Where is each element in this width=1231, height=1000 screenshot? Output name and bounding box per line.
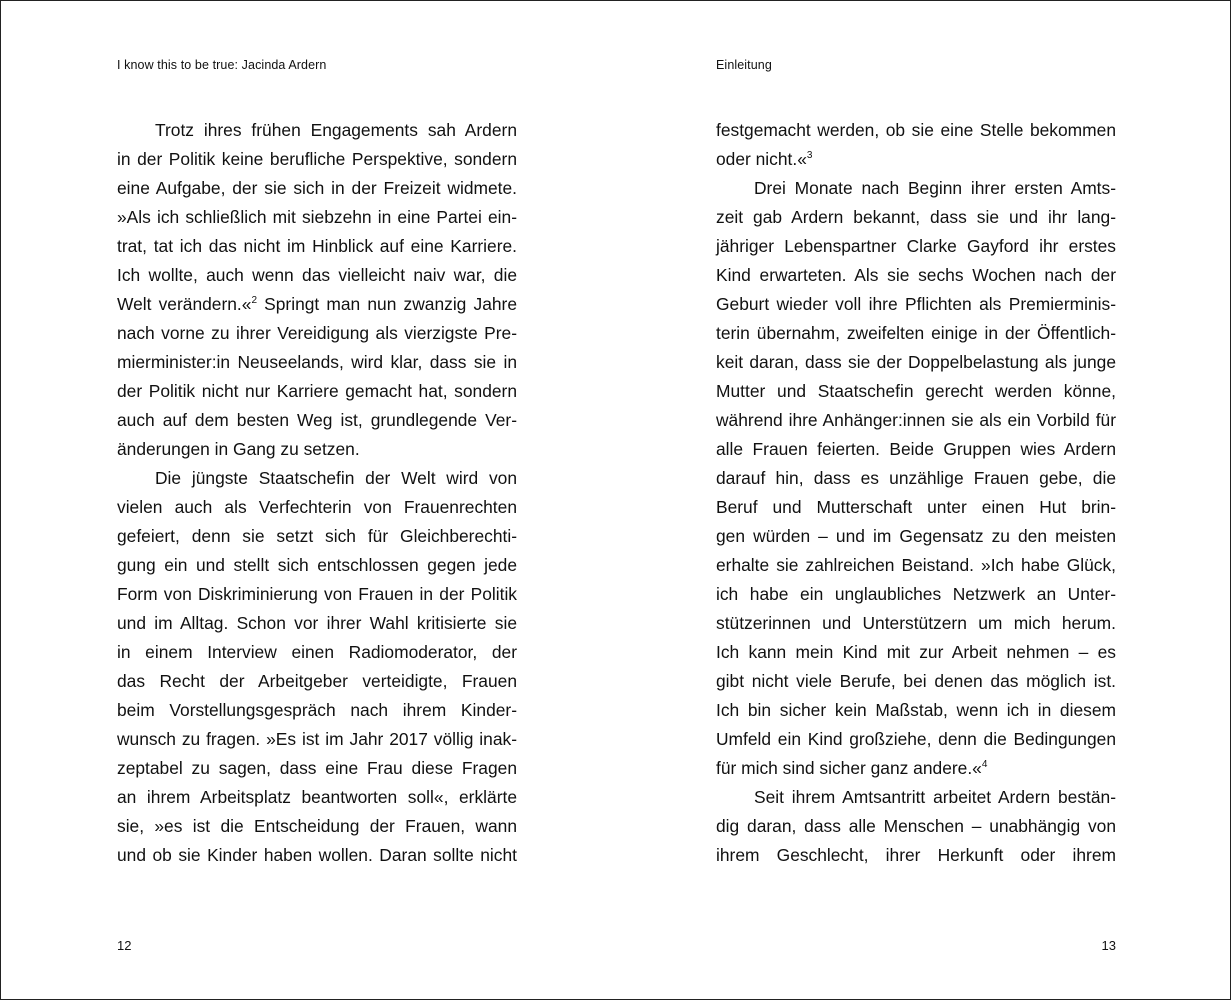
line-text: gen würden – und im Gegensatz zu den meisten <box>716 526 1116 546</box>
line-text: vielen auch als Verfechterin von Frauenrechten <box>117 497 517 517</box>
text-line <box>716 725 1116 754</box>
line-text: beim Vorstellungsgespräch nach ihrem Kinder- <box>117 700 517 720</box>
text-line <box>716 261 1116 290</box>
line-text: terin übernahm, zweifelten einige in der Öffentlich- <box>716 323 1116 343</box>
right-page-body <box>716 116 1116 870</box>
line-text: Beruf und Mutterschaft unter einen Hut brin- <box>716 497 1116 517</box>
text-line <box>117 406 517 435</box>
text-line <box>117 145 517 174</box>
line-text: Ich wollte, auch wenn das vielleicht naiv war, die <box>117 265 517 285</box>
footnote-marker: 4 <box>981 759 988 770</box>
line-text: das Recht der Arbeitgeber verteidigte, Frauen <box>117 671 517 691</box>
line-text: zeit gab Ardern bekannt, dass sie und ihr lang- <box>716 207 1116 227</box>
footnote-marker: 3 <box>806 150 813 161</box>
line-text: gibt nicht viele Berufe, bei denen das möglich ist. <box>716 671 1116 691</box>
line-text: während ihre Anhänger:innen sie als ein Vorbild für <box>716 410 1116 430</box>
text-line <box>716 464 1116 493</box>
line-text: keit daran, dass sie der Doppelbelastung als junge <box>716 352 1116 372</box>
line-text: »Als ich schließlich mit siebzehn in eine Partei ein- <box>117 207 517 227</box>
text-line <box>716 116 1116 145</box>
line-text: zeptabel zu sagen, dass eine Frau diese Fragen <box>117 758 517 778</box>
text-line <box>716 522 1116 551</box>
line-text: erhalte sie zahlreichen Beistand. »Ich habe Glück, <box>716 555 1116 575</box>
text-line <box>117 551 517 580</box>
line-text: auch auf dem besten Weg ist, grundlegende Ver- <box>117 410 517 430</box>
line-text: stützerinnen und Unterstützern um mich herum. <box>716 613 1116 633</box>
text-line <box>117 464 517 493</box>
text-line <box>716 551 1116 580</box>
line-text: Trotz ihres frühen Engagements sah Ardern <box>155 120 517 140</box>
text-line <box>716 609 1116 638</box>
text-line <box>117 377 517 406</box>
line-text: in einem Interview einen Radiomoderator, der <box>117 642 517 662</box>
text-line <box>117 783 517 812</box>
line-text: sie, »es ist die Entscheidung der Frauen, wann <box>117 816 517 836</box>
line-text: Ich bin sicher kein Maßstab, wenn ich in diesem <box>716 700 1116 720</box>
line-text: eine Aufgabe, der sie sich in der Freizeit widmete. <box>117 178 517 198</box>
text-line <box>117 667 517 696</box>
line-text: darauf hin, dass es unzählige Frauen gebe, die <box>716 468 1116 488</box>
text-line <box>117 290 517 319</box>
line-text: und im Alltag. Schon vor ihrer Wahl kritisierte sie <box>117 613 517 633</box>
line-text: Welt verändern.« <box>117 294 252 314</box>
line-text: für mich sind sicher ganz andere.« <box>716 758 982 778</box>
left-page-body <box>117 116 517 870</box>
line-text: trat, tat ich das nicht im Hinblick auf eine Karriere. <box>117 236 517 256</box>
text-line <box>117 435 517 464</box>
line-text: ich habe ein unglaubliches Netzwerk an Unter- <box>716 584 1116 604</box>
text-line <box>117 609 517 638</box>
text-line <box>117 174 517 203</box>
text-line <box>117 348 517 377</box>
line-text: der Politik nicht nur Karriere gemacht hat, sondern <box>117 381 517 401</box>
line-text-continued: Springt man nun zwanzig Jahre <box>257 294 517 314</box>
line-text: gung ein und stellt sich entschlossen gegen jede <box>117 555 517 575</box>
text-line <box>716 290 1116 319</box>
text-line <box>117 725 517 754</box>
text-line <box>716 203 1116 232</box>
text-line <box>117 232 517 261</box>
text-line <box>716 696 1116 725</box>
line-text: Form von Diskriminierung von Frauen in der Politik <box>117 584 517 604</box>
line-text: Drei Monate nach Beginn ihrer ersten Amts- <box>754 178 1116 198</box>
text-line <box>117 493 517 522</box>
line-text: änderungen in Gang zu setzen. <box>117 439 360 459</box>
text-line <box>716 435 1116 464</box>
text-line <box>117 754 517 783</box>
text-line <box>716 493 1116 522</box>
line-text: Die jüngste Staatschefin der Welt wird von <box>155 468 517 488</box>
text-line <box>117 696 517 725</box>
text-line <box>716 841 1116 870</box>
line-text: festgemacht werden, ob sie eine Stelle bekommen <box>716 120 1116 140</box>
text-line <box>117 841 517 870</box>
line-text: mierminister:in Neuseelands, wird klar, dass sie in <box>117 352 517 372</box>
text-line <box>716 754 1116 783</box>
line-text: Umfeld ein Kind großziehe, denn die Bedingungen <box>716 729 1116 749</box>
text-line <box>117 319 517 348</box>
running-head-left: I know this to be true: Jacinda Ardern <box>117 58 327 72</box>
text-line <box>117 638 517 667</box>
line-text: gefeiert, denn sie setzt sich für Gleichberechti- <box>117 526 517 546</box>
line-text: Ich kann mein Kind mit zur Arbeit nehmen – es <box>716 642 1116 662</box>
page-number-right: 13 <box>1101 938 1116 953</box>
line-text: an ihrem Arbeitsplatz beantworten soll«, erklärte <box>117 787 517 807</box>
text-line <box>716 580 1116 609</box>
text-line <box>117 580 517 609</box>
text-line <box>117 522 517 551</box>
page-number-left: 12 <box>117 938 132 953</box>
line-text: nach vorne zu ihrer Vereidigung als vierzigste Pre- <box>117 323 517 343</box>
line-text: alle Frauen feierten. Beide Gruppen wies Ardern <box>716 439 1116 459</box>
text-line <box>117 116 517 145</box>
line-text: Geburt wieder voll ihre Pflichten als Premierminis- <box>716 294 1116 314</box>
text-line <box>716 377 1116 406</box>
line-text: ihrem Geschlecht, ihrer Herkunft oder ihrem <box>716 845 1116 865</box>
text-line <box>716 145 1116 174</box>
line-text: und ob sie Kinder haben wollen. Daran sollte nicht <box>117 845 517 865</box>
text-line <box>716 406 1116 435</box>
line-text: wunsch zu fragen. »Es ist im Jahr 2017 völlig inak- <box>117 729 517 749</box>
line-text: Mutter und Staatschefin gerecht werden könne, <box>716 381 1116 401</box>
text-line <box>716 783 1116 812</box>
text-line <box>117 812 517 841</box>
text-line <box>716 348 1116 377</box>
line-text: in der Politik keine berufliche Perspektive, sondern <box>117 149 517 169</box>
text-line <box>117 203 517 232</box>
line-text: Kind erwarteten. Als sie sechs Wochen nach der <box>716 265 1116 285</box>
text-line <box>716 667 1116 696</box>
text-line <box>716 319 1116 348</box>
line-text: Seit ihrem Amtsantritt arbeitet Ardern bestän- <box>754 787 1116 807</box>
line-text: dig daran, dass alle Menschen – unabhängig von <box>716 816 1116 836</box>
line-text: oder nicht.« <box>716 149 807 169</box>
footnote-marker: 2 <box>251 295 257 306</box>
text-line <box>716 232 1116 261</box>
text-line <box>117 261 517 290</box>
text-line <box>716 812 1116 841</box>
line-text: jähriger Lebenspartner Clarke Gayford ihr erstes <box>716 236 1116 256</box>
running-head-right: Einleitung <box>716 58 772 72</box>
text-line <box>716 174 1116 203</box>
text-line <box>716 638 1116 667</box>
